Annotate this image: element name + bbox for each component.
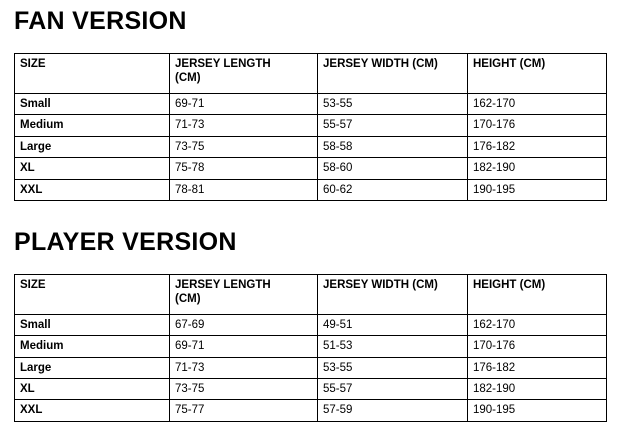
cell-height: 182-190 xyxy=(468,158,607,179)
cell-jersey-width: 55-57 xyxy=(318,379,468,400)
cell-height: 190-195 xyxy=(468,179,607,200)
cell-jersey-width: 53-55 xyxy=(318,94,468,115)
column-header-jersey-length-line1: JERSEY LENGTH xyxy=(175,58,271,70)
cell-height: 176-182 xyxy=(468,357,607,378)
section-title-fan-version: FAN VERSION xyxy=(14,7,187,35)
table-row xyxy=(15,400,607,421)
cell-jersey-length: 69-71 xyxy=(170,336,318,357)
column-header-size-line1: SIZE xyxy=(20,278,46,291)
column-header-height xyxy=(468,274,607,314)
column-header-jersey-width-line1: JERSEY WIDTH (CM) xyxy=(323,58,438,70)
cell-jersey-length: 73-75 xyxy=(170,136,318,157)
column-header-jersey-length-line1: JERSEY LENGTH xyxy=(175,278,271,291)
table-row xyxy=(15,158,607,179)
table-row xyxy=(15,94,607,115)
table-row xyxy=(15,136,607,157)
cell-height: 170-176 xyxy=(468,115,607,136)
cell-size: Medium xyxy=(15,115,170,136)
cell-jersey-width: 58-58 xyxy=(318,136,468,157)
table-row xyxy=(15,336,607,357)
cell-size: XXL xyxy=(15,400,170,421)
cell-jersey-length: 71-73 xyxy=(170,357,318,378)
table-row xyxy=(15,357,607,378)
table-header-row xyxy=(15,54,607,94)
table-row xyxy=(15,314,607,335)
cell-size: Large xyxy=(15,136,170,157)
column-header-jersey-width xyxy=(318,54,468,94)
cell-jersey-length: 67-69 xyxy=(170,314,318,335)
table-row xyxy=(15,379,607,400)
table-row xyxy=(15,179,607,200)
cell-size: XL xyxy=(15,158,170,179)
cell-jersey-width: 60-62 xyxy=(318,179,468,200)
column-header-height xyxy=(468,54,607,94)
cell-height: 162-170 xyxy=(468,94,607,115)
cell-jersey-width: 49-51 xyxy=(318,314,468,335)
cell-height: 182-190 xyxy=(468,379,607,400)
cell-jersey-length: 73-75 xyxy=(170,379,318,400)
cell-jersey-width: 51-53 xyxy=(318,336,468,357)
cell-jersey-length: 75-78 xyxy=(170,158,318,179)
section-title-player-version: PLAYER VERSION xyxy=(14,227,237,256)
cell-jersey-width: 57-59 xyxy=(318,400,468,421)
cell-height: 170-176 xyxy=(468,336,607,357)
cell-jersey-length: 78-81 xyxy=(170,179,318,200)
cell-size: XXL xyxy=(15,179,170,200)
column-header-size xyxy=(15,54,170,94)
column-header-height-line1: HEIGHT (CM) xyxy=(473,58,546,70)
column-header-jersey-width xyxy=(318,274,468,314)
column-header-jersey-length xyxy=(170,274,318,314)
column-header-jersey-width-line1: JERSEY WIDTH (CM) xyxy=(323,278,438,291)
cell-jersey-width: 55-57 xyxy=(318,115,468,136)
column-header-size xyxy=(15,274,170,314)
size-table-fan-version xyxy=(14,53,607,201)
cell-jersey-length: 75-77 xyxy=(170,400,318,421)
column-header-height-line1: HEIGHT (CM) xyxy=(473,278,546,291)
cell-size: Large xyxy=(15,357,170,378)
cell-jersey-length: 71-73 xyxy=(170,115,318,136)
column-header-jersey-length xyxy=(170,54,318,94)
cell-size: Small xyxy=(15,94,170,115)
cell-size: Small xyxy=(15,314,170,335)
cell-height: 162-170 xyxy=(468,314,607,335)
table-header-row xyxy=(15,274,607,314)
table-row xyxy=(15,115,607,136)
cell-jersey-width: 53-55 xyxy=(318,357,468,378)
column-header-jersey-length-line2: (CM) xyxy=(175,293,201,306)
cell-height: 190-195 xyxy=(468,400,607,421)
cell-jersey-length: 69-71 xyxy=(170,94,318,115)
cell-size: Medium xyxy=(15,336,170,357)
cell-height: 176-182 xyxy=(468,136,607,157)
cell-size: XL xyxy=(15,379,170,400)
column-header-size-line1: SIZE xyxy=(20,58,46,70)
column-header-jersey-length-line2: (CM) xyxy=(175,72,201,85)
size-table-player-version xyxy=(14,274,607,422)
cell-jersey-width: 58-60 xyxy=(318,158,468,179)
